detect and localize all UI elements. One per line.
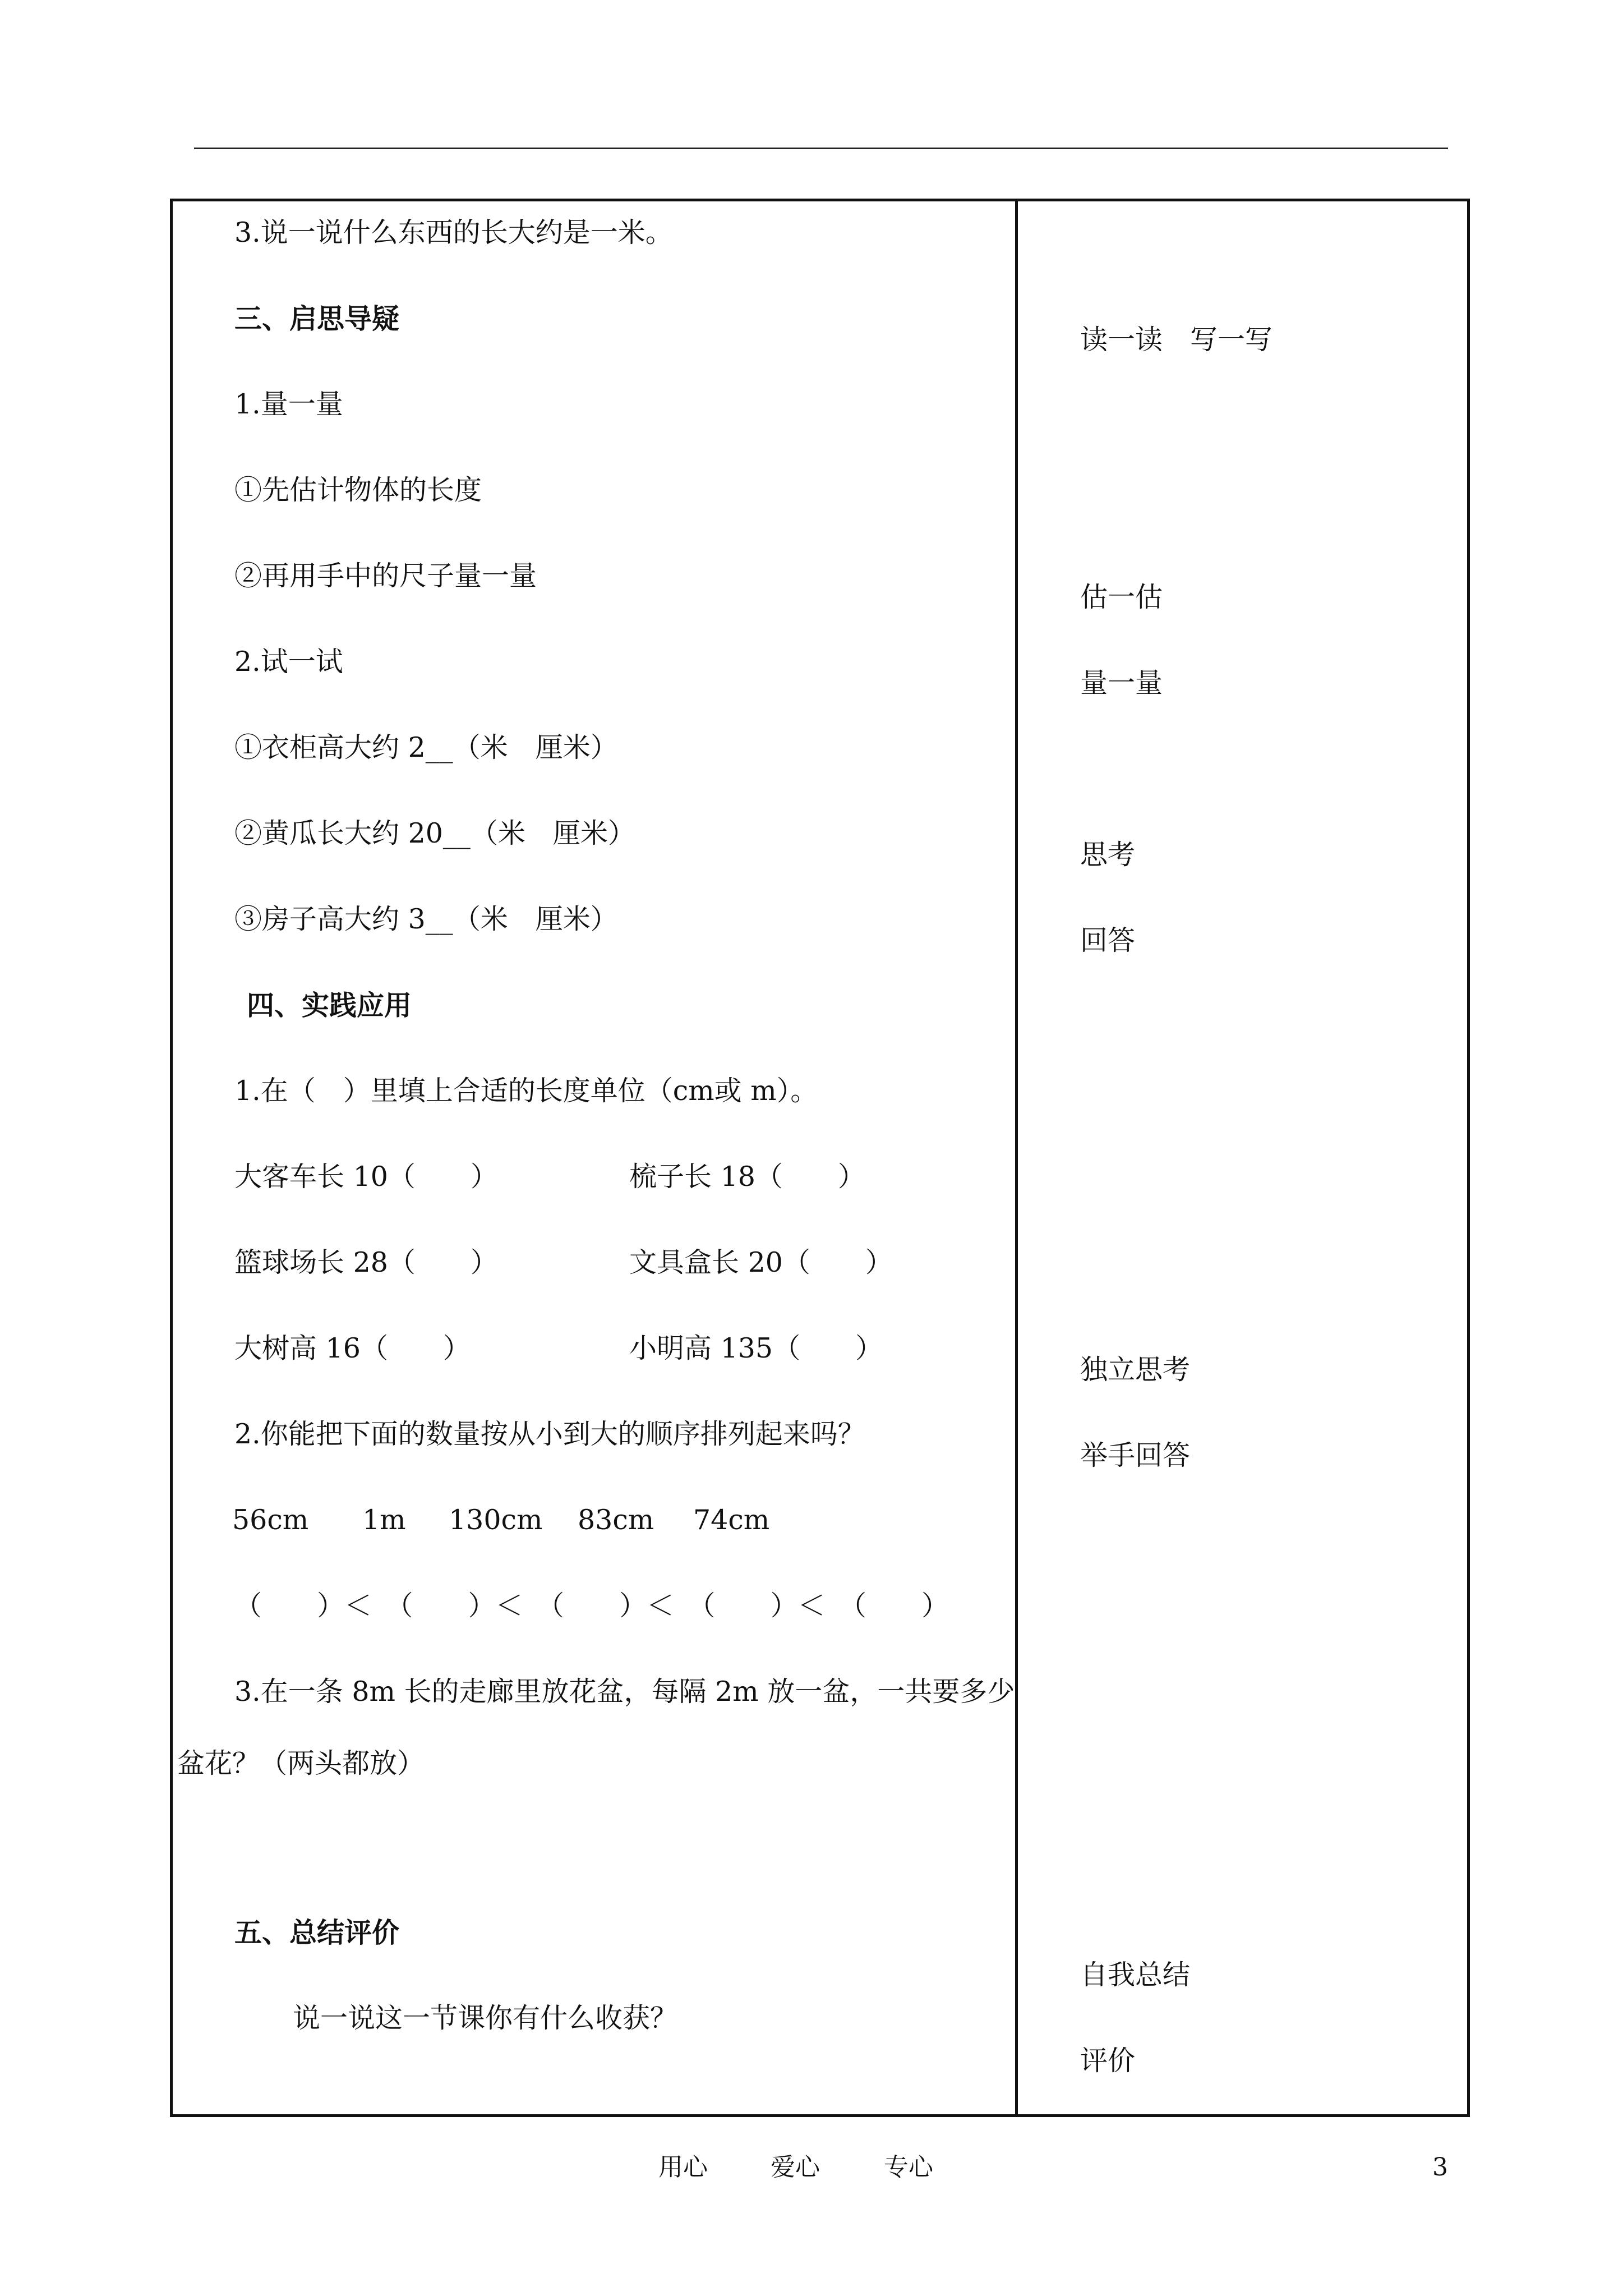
item-text: 1.量一量	[234, 388, 343, 420]
page-number: 3	[1432, 2153, 1448, 2182]
item-text: 3.说一说什么东西的长大约是一米。	[234, 217, 673, 249]
fill-item: 梳子长 18（ ）	[629, 1161, 865, 1193]
item-text: 说一说这一节课你有什么收获？	[293, 2002, 678, 2034]
activity-note: 举手回答	[1080, 1439, 1191, 1471]
activity-note: 量一量	[1080, 667, 1163, 699]
fill-item: 大客车长 10（ ）	[234, 1161, 498, 1193]
quantity: 130cm	[449, 1504, 543, 1536]
section-heading-4: 四、实践应用	[247, 989, 412, 1022]
activity-note: 估一估	[1080, 581, 1163, 613]
quantity: 1m	[362, 1504, 406, 1536]
item-text: 2.试一试	[234, 646, 343, 678]
fill-item: 文具盒长 20（ ）	[629, 1246, 893, 1278]
activity-note: 回答	[1080, 924, 1136, 956]
activity-note: 独立思考	[1080, 1354, 1191, 1386]
fill-item: 篮球场长 28（ ）	[234, 1246, 498, 1278]
activity-note: 思考	[1080, 839, 1136, 871]
section-heading-5: 五、总结评价	[234, 1916, 400, 1949]
footer-motto: 专心	[884, 2153, 933, 2182]
quantity: 74cm	[693, 1504, 770, 1536]
activity-note: 自我总结	[1080, 1959, 1191, 1991]
fill-item: 大树高 16（ ）	[234, 1332, 471, 1364]
item-text: 3.在一条 8m 长的走廊里放花盆，每隔 2m 放一盆，一共要多少	[234, 1676, 1015, 1708]
item-text: ③房子高大约 3__（米 厘米）	[234, 903, 618, 935]
item-text: ②黄瓜长大约 20__（米 厘米）	[234, 817, 635, 849]
quantity: 56cm	[232, 1504, 309, 1536]
footer-motto: 爱心	[771, 2153, 820, 2182]
activity-note: 读一读 写一写	[1080, 324, 1273, 356]
item-text: ①先估计物体的长度	[234, 474, 482, 506]
item-text: 2.你能把下面的数量按从小到大的顺序排列起来吗？	[234, 1418, 865, 1450]
comparison-blanks: （ ）＜ （ ）＜ （ ）＜ （ ）＜ （ ）	[234, 1590, 949, 1622]
item-text: ②再用手中的尺子量一量	[234, 560, 537, 592]
item-text: 1.在（ ）里填上合适的长度单位（cm或 m）。	[234, 1075, 818, 1107]
fill-item: 小明高 135（ ）	[629, 1332, 883, 1364]
item-text: 盆花？（两头都放）	[177, 1747, 425, 1779]
section-heading-3: 三、启思导疑	[234, 302, 400, 335]
column-divider	[1015, 199, 1018, 2117]
quantity: 83cm	[578, 1504, 654, 1536]
header-rule	[194, 148, 1448, 149]
footer-motto: 用心	[658, 2153, 708, 2182]
activity-note: 评价	[1080, 2045, 1136, 2077]
item-text: ①衣柜高大约 2__（米 厘米）	[234, 731, 618, 763]
